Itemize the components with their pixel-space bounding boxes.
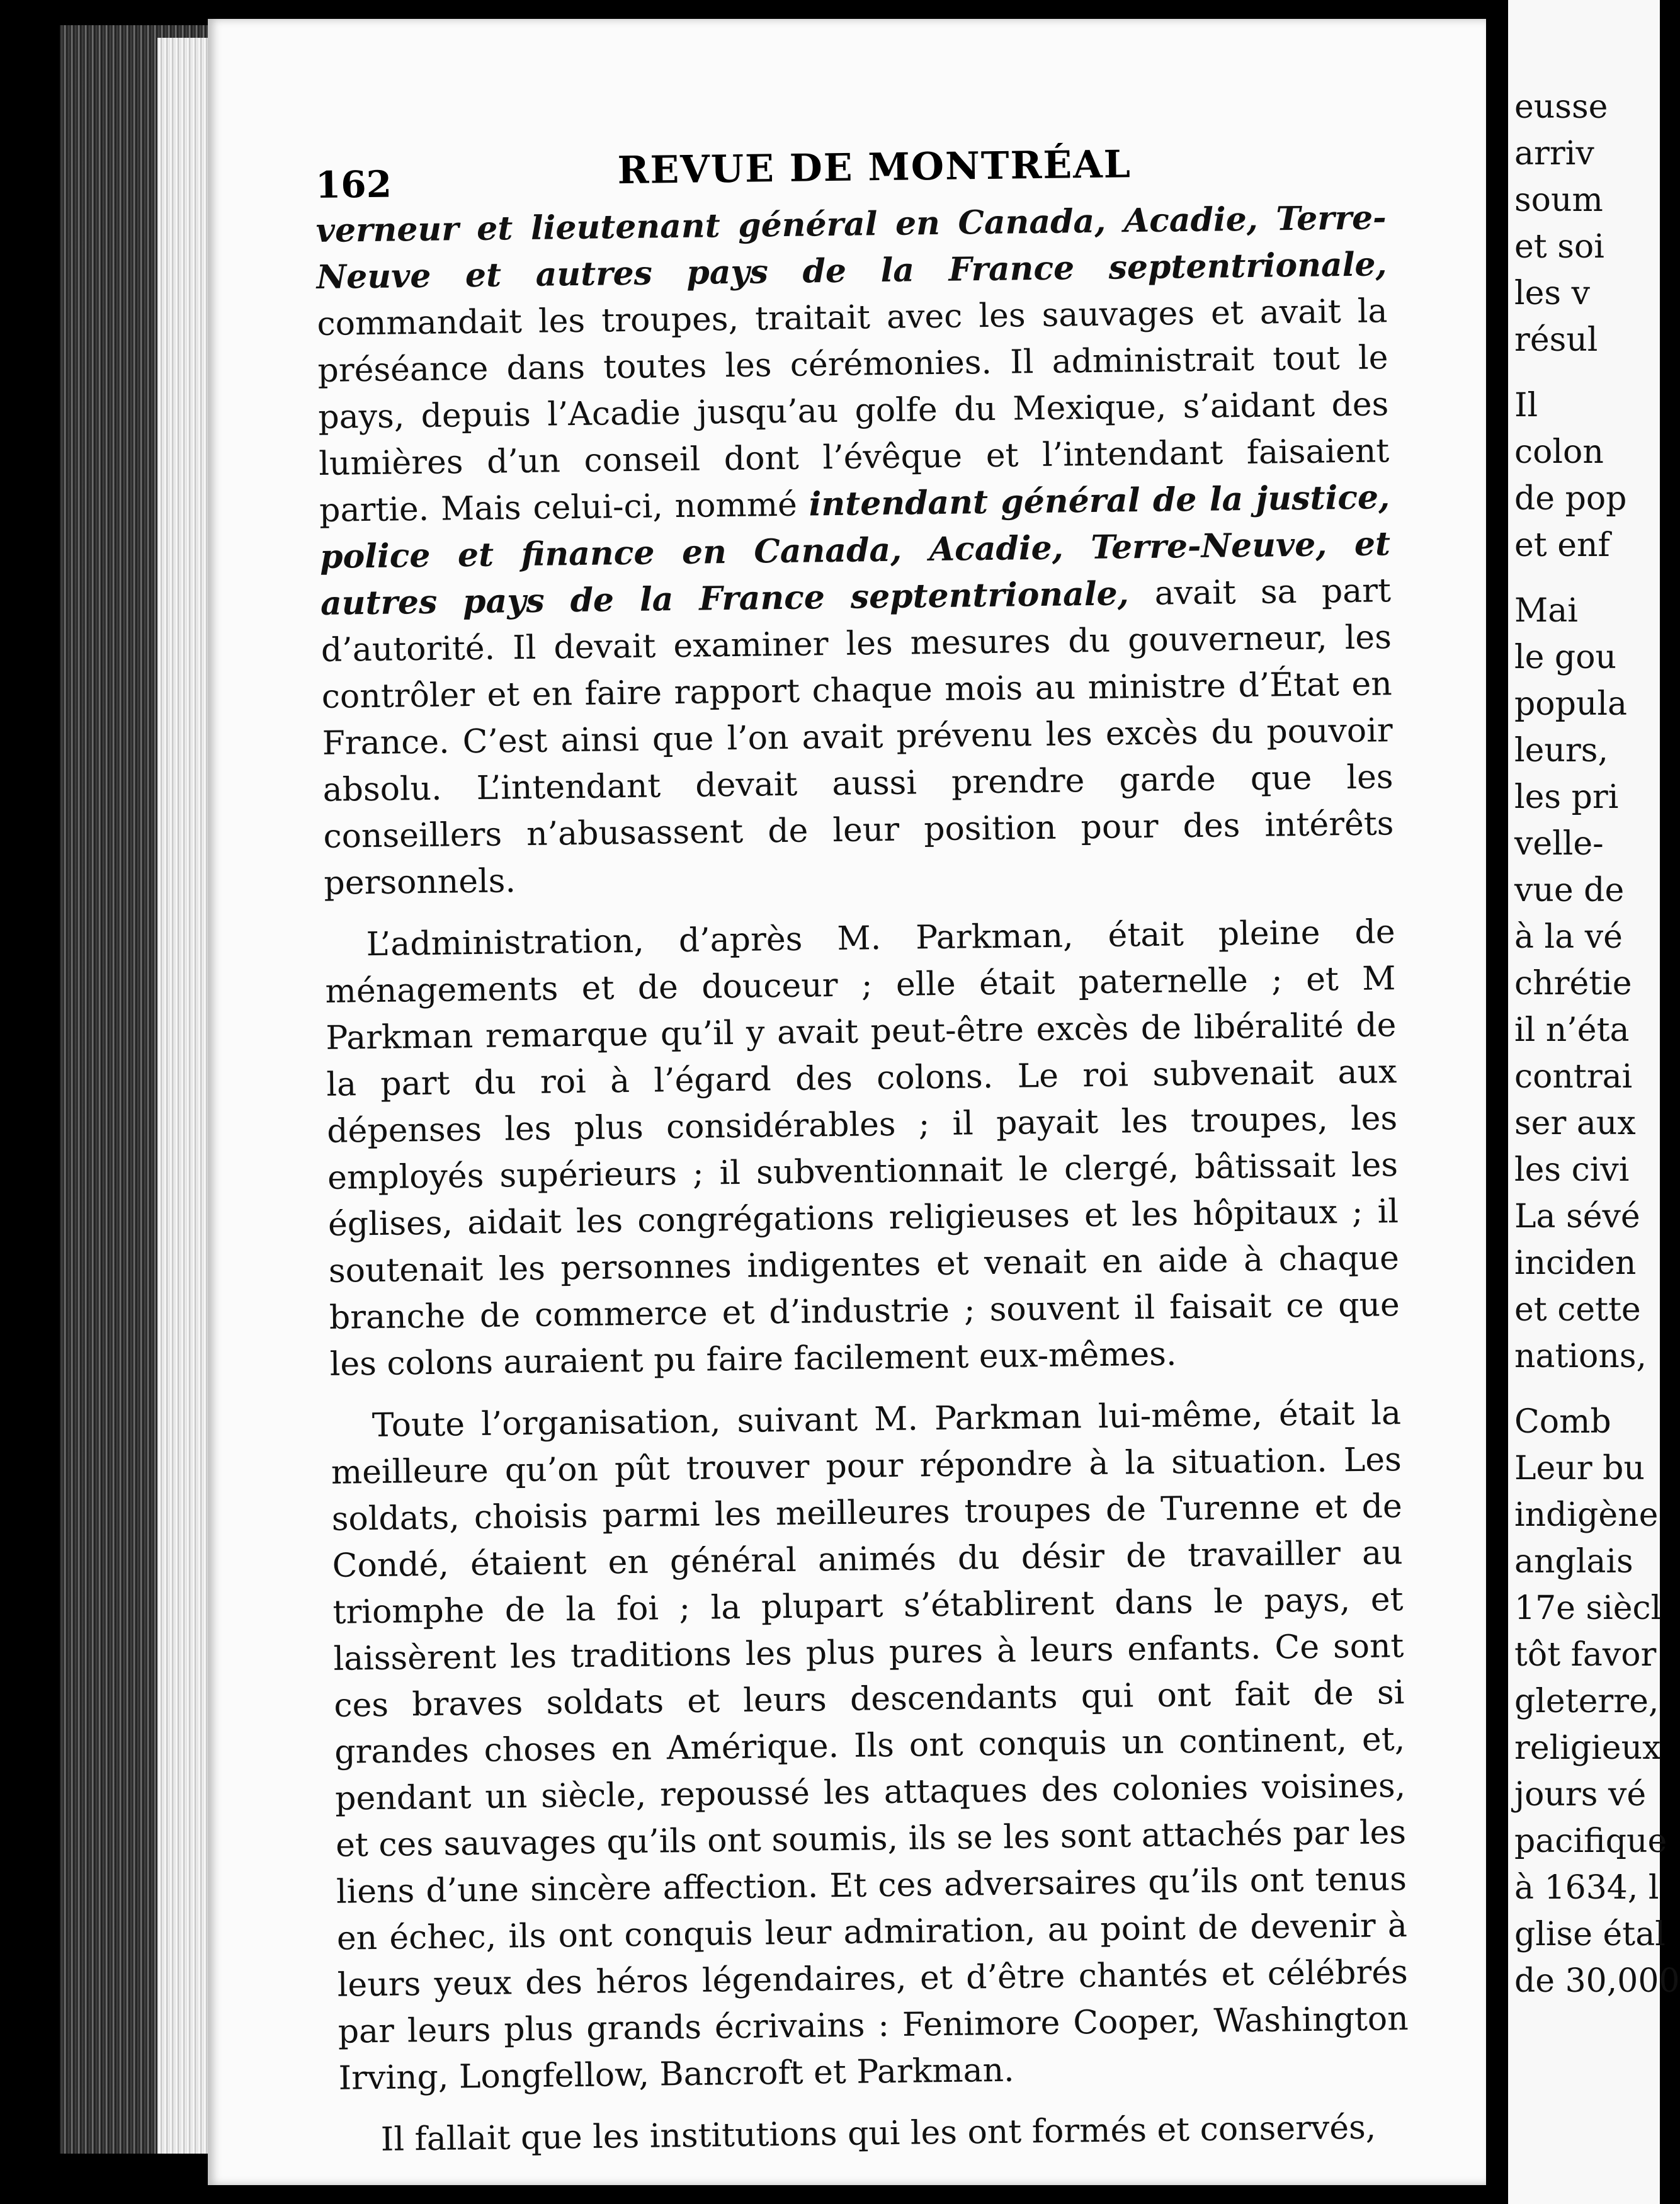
right-page-line: chrétie [1514, 965, 1632, 1003]
right-page-line: Leur bu [1514, 1450, 1645, 1487]
right-page-line: les v [1514, 275, 1590, 312]
right-page-line: 17e siècl [1514, 1589, 1662, 1627]
right-page-line: pacifique [1514, 1822, 1667, 1860]
right-page-line: inciden [1514, 1244, 1637, 1282]
paragraph [324, 909, 1400, 1388]
page-number: 162 [315, 162, 392, 207]
italic-text: intendant général de la justice, police et finance en Canada, Acadie, Terre-Neuve, et autres pays de la France septentrionale, [319, 478, 1391, 623]
page-header [315, 125, 1386, 208]
right-page-line: de pop [1514, 480, 1627, 518]
right-page-line: La sévé [1514, 1198, 1640, 1235]
right-page-line: glise étal [1514, 1916, 1666, 1953]
running-title: REVUE DE MONTRÉAL [617, 142, 1132, 193]
text-segment: avait sa part d’autorité. Il devait examiner les mesures du gouverneur, les contrôler et en faire rapport chaque mois au ministre d’État en France. C’est ainsi que l’on avait prévenu les excès du pouvoir absolu. L’intendant devait aussi prendre garde que les conseillers n’abusassent de leur position pour des intérêts personnels. [321, 572, 1394, 902]
right-page-line: gleterre, [1514, 1683, 1659, 1720]
text-segment: Il fallait que les institutions qui les ont formés et conservés, [380, 2108, 1376, 2159]
right-page-line: le gou [1514, 639, 1617, 676]
right-page-line: tôt favor [1514, 1636, 1657, 1674]
right-page-line: anglais [1514, 1543, 1633, 1581]
left-page [208, 19, 1486, 2185]
paragraph [315, 195, 1394, 907]
right-page-line: ser aux [1514, 1105, 1636, 1142]
right-page-line: les civi [1514, 1151, 1630, 1189]
right-page-line: de 30,000 [1514, 1962, 1680, 2000]
right-page-line: Il [1514, 387, 1538, 424]
text-segment: Toute l’organisation, suivant M. Parkman lui-même, était la meilleure qu’on pût trouver pour répondre à la situation. Les soldats, choisis parmi les meilleures troupes de Turenne et de Condé, étaient en général animés du désir de travailler au triomphe de la foi ; la plupart s’établirent dans le pays, et laissèrent les traditions les plus pures à leurs enfants. Ce sont ces braves soldats et leurs descendants qui ont fait de si grandes choses en Amérique. Ils ont conquis un continent, et, pendant un siècle, repoussé les attaques des colonies voisines, et ces sauvages qu’ils ont soumis, ils se les sont attachés par les liens d’une sincère affection. Et ces adversaires qu’ils ont tenus en échec, ils ont conquis leur admiration, au point de devenir à leurs yeux des héros légendaires, et d’être chantés et célébrés par leurs plus grands écrivains : Fenimore Cooper, Washington Irving, Longfellow, Bancroft et Parkman. [331, 1394, 1409, 2098]
gutter [1486, 0, 1508, 2204]
paragraph [331, 1390, 1409, 2102]
right-page-line: arriv [1514, 135, 1594, 173]
right-page-line: les pri [1514, 778, 1619, 816]
right-page-line: à 1634, l [1514, 1869, 1659, 1907]
right-page-line: eusse [1514, 88, 1608, 126]
right-page-line: velle- [1514, 825, 1604, 863]
body-text [315, 195, 1410, 2164]
right-page-line: colon [1514, 433, 1604, 471]
right-page-line: il n’éta [1514, 1011, 1630, 1049]
right-page-line: et cette [1514, 1291, 1641, 1329]
text-segment: commandait les troupes, traitait avec les sauvages et avait la préséance dans toutes les cérémonies. Il administrait tout le pays, depuis l’Acadie jusqu’au golfe du Mexique, s’aidant des lumières d’un conseil dont l’évêque et l’intendant faisaient partie. Mais celui-ci, nommé [317, 292, 1390, 530]
paragraph [339, 2104, 1410, 2164]
page-content [315, 125, 1410, 2164]
right-page-line: résul [1514, 321, 1598, 359]
right-page-line: à la vé [1514, 918, 1623, 956]
right-page-line: Mai [1514, 592, 1578, 630]
right-page-line: jours vé [1514, 1776, 1647, 1814]
right-page-line: popula [1514, 685, 1628, 723]
right-page-line: nations, [1514, 1338, 1647, 1375]
right-page-line: religieux [1514, 1729, 1661, 1767]
right-page-line: indigène [1514, 1496, 1659, 1534]
right-page-line: et enf [1514, 526, 1610, 564]
right-page-line: leurs, [1514, 732, 1608, 770]
right-page-line: vue de [1514, 872, 1625, 909]
right-page-fragment [1508, 0, 1680, 2204]
text-segment: L’administration, d’après M. Parkman, était pleine de ménagements et de douceur ; elle était paternelle ; et M Parkman remarque qu’il y avait peut-être excès de libéralité de la part du roi à l’égard des colons. Le roi subvenait aux dépenses les plus considérables ; il payait les troupes, les employés supérieurs ; il subventionnait le clergé, bâtissait les églises, aidait les congrégations religieuses et les hôpitaux ; il soutenait les personnes indigentes et venait en aide à chaque branche de commerce et d’industrie ; souvent il faisait ce que les colons auraient pu faire facilement eux-mêmes. [325, 913, 1400, 1383]
right-page-line: et soi [1514, 228, 1604, 266]
right-page-line: soum [1514, 181, 1603, 219]
italic-text: verneur et lieutenant général en Canada, Acadie, Terre-Neuve et autres pays de la France septentrionale, [315, 198, 1387, 297]
right-page-line: Comb [1514, 1403, 1611, 1441]
right-page-line: contrai [1514, 1058, 1633, 1096]
